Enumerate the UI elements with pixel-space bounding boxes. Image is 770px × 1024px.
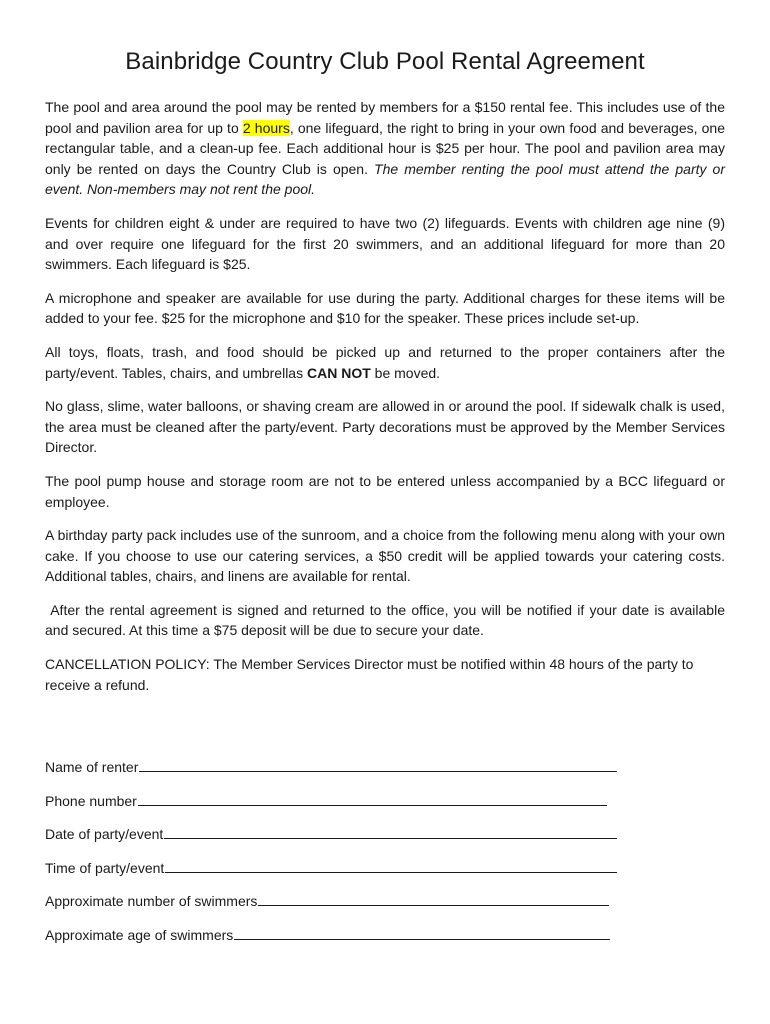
phone-row — [45, 791, 617, 811]
phone-field[interactable] — [138, 791, 607, 806]
time-label: Time of party/event — [45, 859, 165, 876]
cleanup-text-a: All toys, floats, trash, and food should be picked up and returned to the proper containers after the party/event. Tables, chairs, and umbrellas — [45, 343, 725, 381]
date-label: Date of party/event — [45, 826, 164, 842]
paragraph-microphone: A microphone and speaker are available for use during the party. Additional charges for these items will be added to your fee. $25 for the microphone and $10 for the speaker. These prices include set-up. — [45, 289, 725, 327]
swimmers-count-label: Approximate number of swimmers — [45, 893, 258, 909]
can-not-emphasis: CAN NOT — [307, 364, 371, 381]
swimmers-age-label: Approximate age of swimmers — [45, 926, 234, 943]
rental-fee-text-b: , one lifeguard, the right to bring in your own food and beverages, one rectangular table, and a clean-up fee. Each additional hour is $25 per hour. The pool and pavilion area may only be rented on days the Country Club is open. — [45, 119, 725, 177]
renter-name-label: Name of renter — [45, 759, 139, 775]
cleanup-text-b: be moved. — [370, 364, 441, 381]
renter-name-row — [45, 757, 617, 777]
paragraph-birthday-pack: A birthday party pack includes use of the sunroom, and a choice from the following menu along with your own cake. If you choose to use our catering services, a $50 credit will be applied towards your catering costs. Additional tables, chairs, and linens are available for rental. — [45, 527, 725, 585]
time-field[interactable] — [165, 858, 617, 873]
date-field[interactable] — [164, 824, 617, 839]
paragraph-pump-house: The pool pump house and storage room are not to be entered unless accompanied by a BCC lifeguard or employee. — [45, 472, 725, 510]
swimmers-count-field[interactable] — [258, 891, 609, 906]
paragraph-cancellation-policy: CANCELLATION POLICY: The Member Services Director must be notified within 48 hours of the party to receive a refund. — [45, 656, 694, 693]
member-attendance-note: The member renting the pool must attend the party or event. Non-members may not rent the pool. — [45, 160, 725, 198]
document-title: Bainbridge Country Club Pool Rental Agreement — [125, 48, 645, 75]
swimmers-age-field[interactable] — [234, 925, 610, 940]
renter-name-field[interactable] — [139, 757, 617, 772]
paragraph-lifeguards: Events for children eight & under are required to have two (2) lifeguards. Events with children age nine (9) and over require one lifeguard for the first 20 swimmers, and an additional lifeguard for more than 20 swimmers. Each lifeguard is $25. — [45, 214, 725, 273]
date-row — [45, 824, 617, 844]
rental-fee-text-a: The pool and area around the pool may be rented by members for a $150 rental fee. This includes use of the pool and pavilion area for up to — [45, 99, 725, 136]
paragraph-deposit: After the rental agreement is signed and returned to the office, you will be notified if your date is available and secured. At this time a $75 deposit will be due to secure your date. — [45, 601, 729, 639]
paragraph-prohibited-items: No glass, slime, water balloons, or shaving cream are allowed in or around the pool. If sidewalk chalk is used, the area must be cleaned after the party/event. Party decorations must be approved by the Member Services Director. — [45, 398, 725, 456]
swimmers-age-row — [45, 925, 617, 945]
swimmers-count-row — [45, 891, 617, 911]
renter-form — [45, 757, 617, 958]
time-row — [45, 858, 617, 878]
paragraph-cleanup — [45, 342, 725, 383]
highlighted-duration: 2 hours — [242, 119, 290, 136]
phone-label: Phone number — [45, 792, 137, 809]
paragraph-rental-fee — [45, 97, 725, 200]
